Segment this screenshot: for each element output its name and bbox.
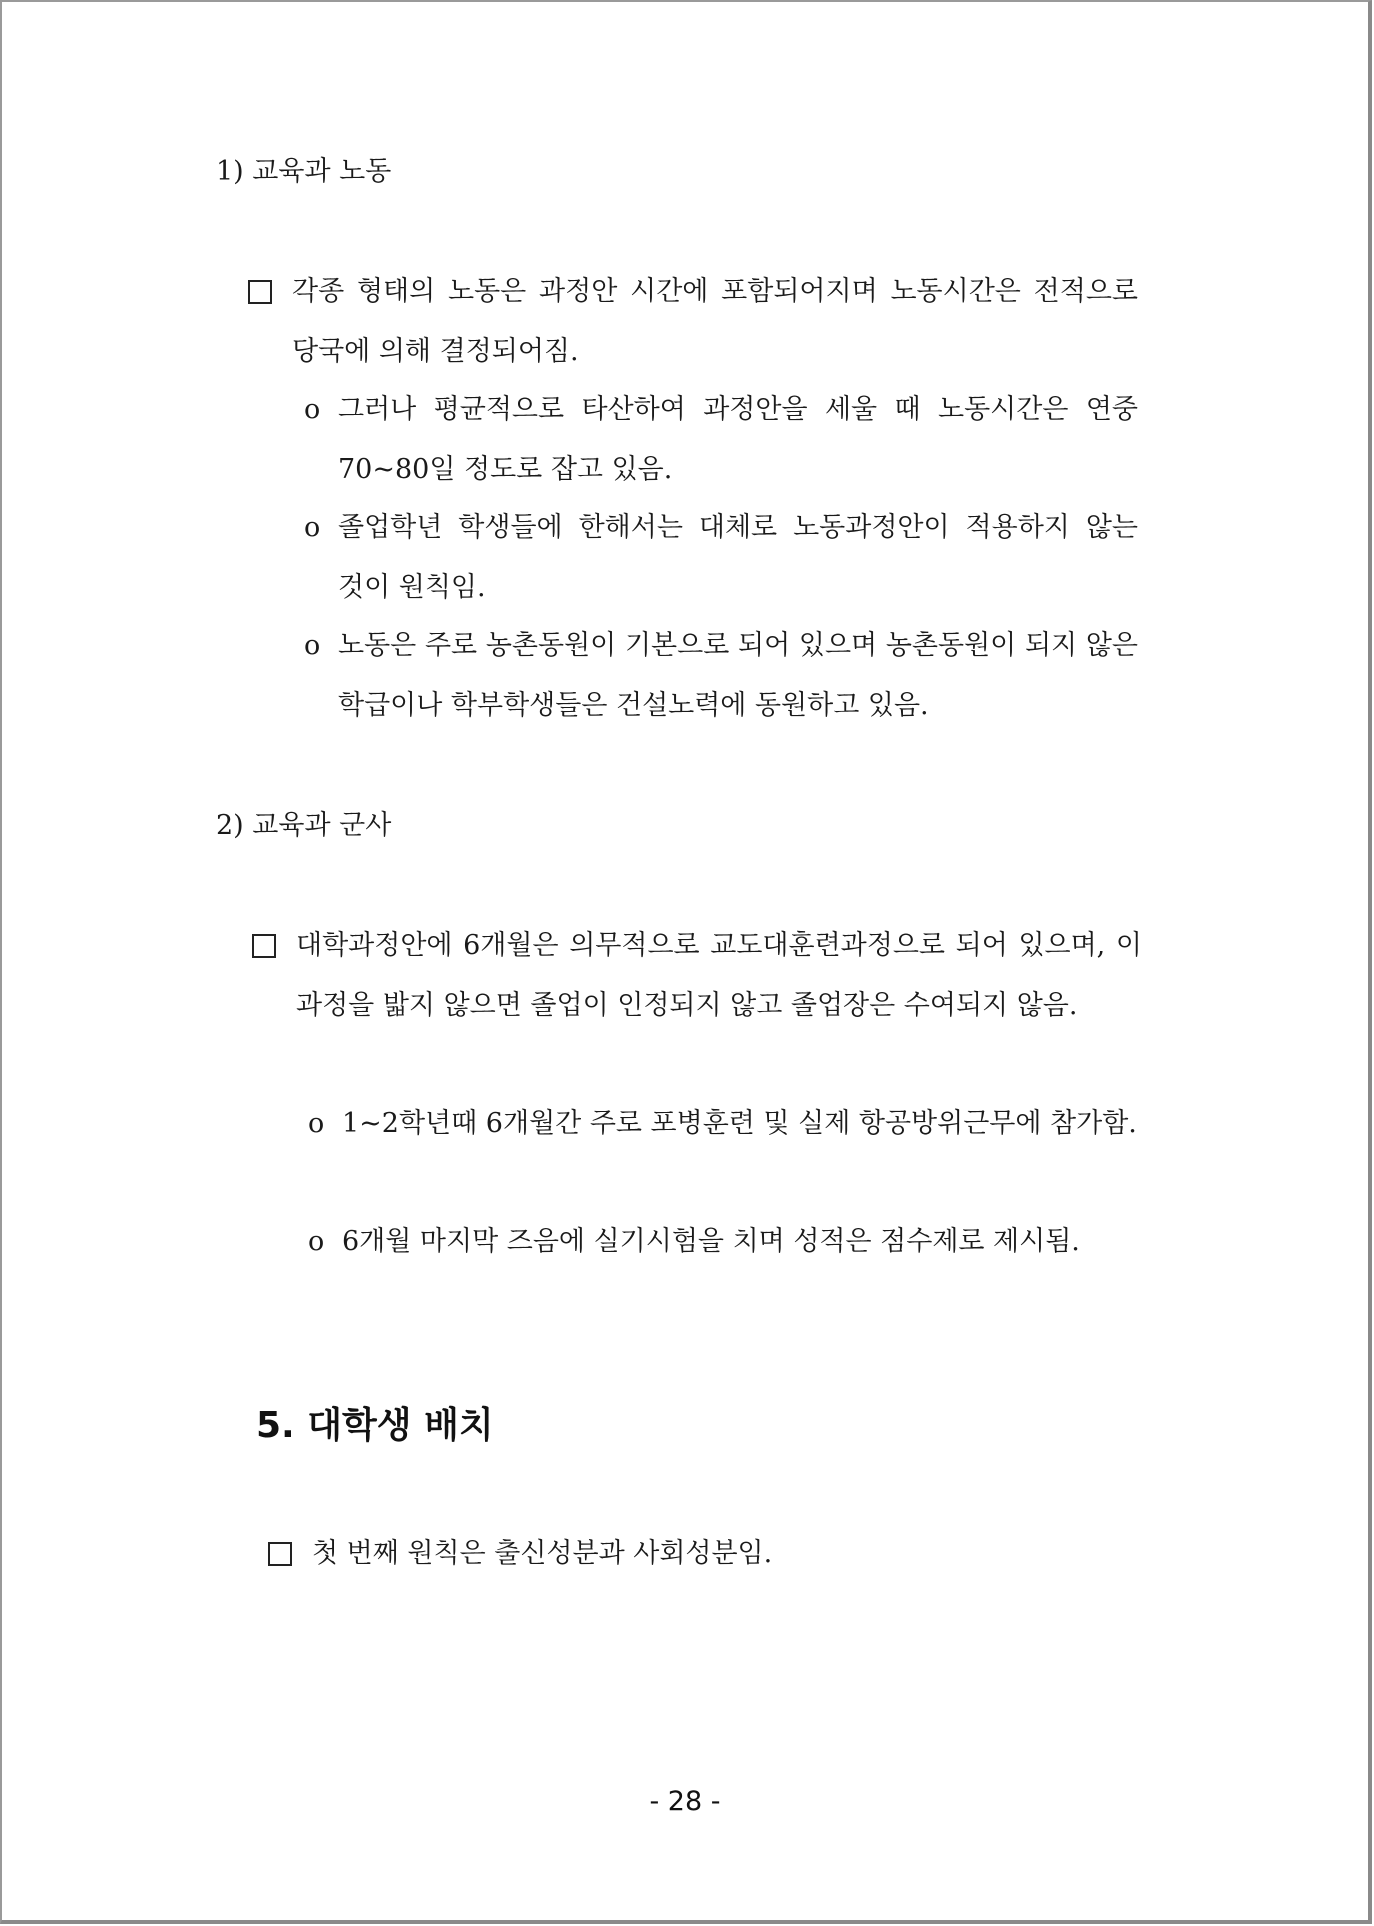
chapter-title: 5. 대학생 배치 — [256, 1405, 494, 1446]
bullet-item: o 노동은 주로 농촌동원이 기본으로 되어 있으며 농촌동원이 되지 않은 학급이나 학부학생들은 건설노력에 동원하고 있음. — [304, 616, 1138, 736]
bullet-mark: o — [304, 630, 321, 661]
bullet-mark: o — [304, 512, 321, 543]
checkbox-icon — [268, 1542, 292, 1566]
checkbox-icon — [248, 280, 272, 304]
checkbox-item-placement: 첫 번째 원칙은 출신성분과 사회성분임. — [268, 1524, 1138, 1584]
bullet-mark: o — [308, 1108, 325, 1139]
bullet-item: o 1~2학년때 6개월간 주로 포병훈련 및 실제 항공방위근무에 참가함. — [308, 1094, 1142, 1154]
section-heading-labor: 1) 교육과 노동 — [216, 156, 392, 187]
bullet-item: o 그러나 평균적으로 타산하여 과정안을 세울 때 노동시간은 연중 70~80일 정도로 잡고 있음. — [304, 380, 1138, 500]
checkbox-icon — [252, 934, 276, 958]
checkbox-item-military: 대학과정안에 6개월은 의무적으로 교도대훈련과정으로 되어 있으며, 이 과정을 밟지 않으면 졸업이 인정되지 않고 졸업장은 수여되지 않음. — [252, 916, 1142, 1036]
section-heading-military: 2) 교육과 군사 — [216, 810, 392, 841]
bullet-item: o 졸업학년 학생들에 한해서는 대체로 노동과정안이 적용하지 않는 것이 원칙임. — [304, 498, 1138, 618]
bullet-mark: o — [304, 394, 321, 425]
checkbox-item-labor: 각종 형태의 노동은 과정안 시간에 포함되어지며 노동시간은 전적으로 당국에 의해 결정되어짐. — [248, 262, 1138, 382]
bullet-mark: o — [308, 1226, 325, 1257]
page-number: - 28 - — [649, 1786, 721, 1817]
bullet-item: o 6개월 마지막 즈음에 실기시험을 치며 성적은 점수제로 제시됨. — [308, 1212, 1142, 1272]
